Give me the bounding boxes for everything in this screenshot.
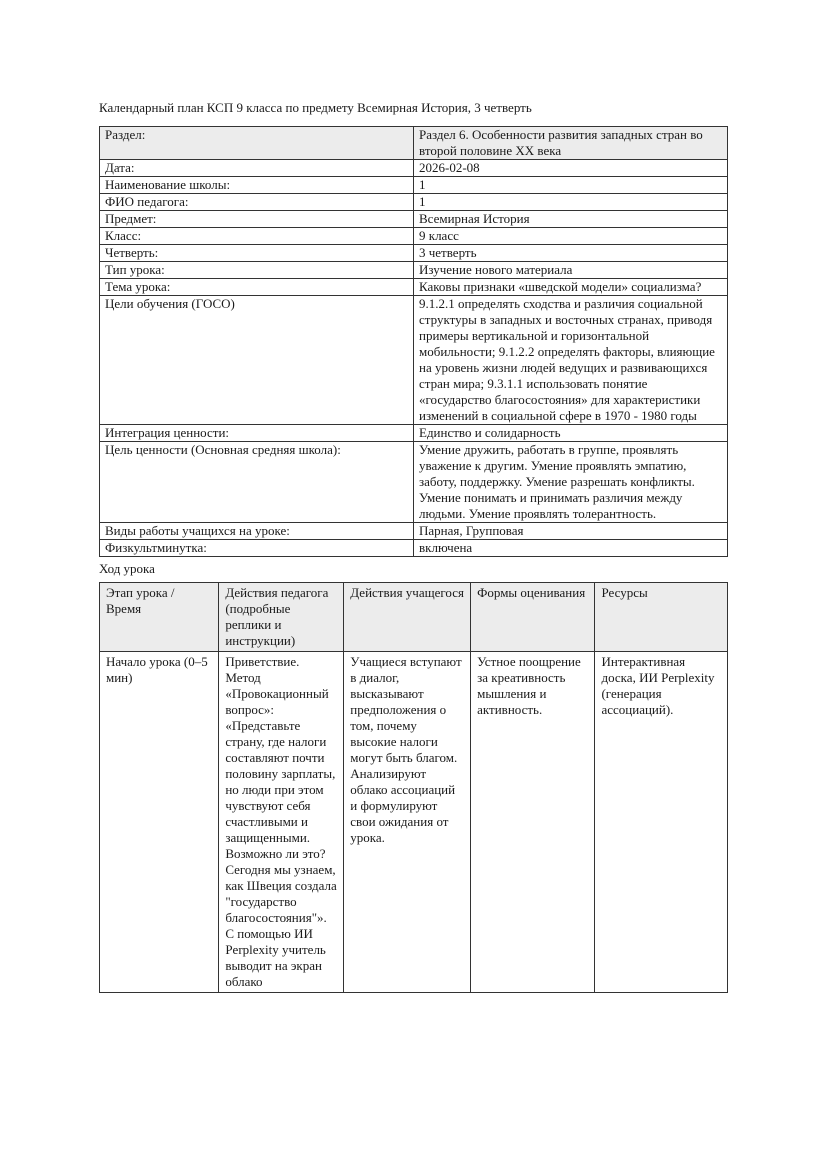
assessment-forms-cell (471, 652, 595, 993)
info-row-physical-minute (100, 540, 728, 557)
info-label: Физкультминутка: (100, 540, 414, 557)
stage-cell (100, 652, 219, 993)
info-label: Раздел: (100, 127, 414, 160)
lesson-stage-row (100, 652, 728, 993)
info-row-teacher-name (100, 194, 728, 211)
info-row-class (100, 228, 728, 245)
info-row-razdel (100, 127, 728, 160)
info-row-school (100, 177, 728, 194)
column-header-student-actions: Действия учащегося (344, 583, 471, 652)
column-header-resources: Ресурсы (595, 583, 728, 652)
info-label: Предмет: (100, 211, 414, 228)
student-actions-cell (344, 652, 471, 993)
lesson-course-table (99, 582, 728, 993)
resources-cell (595, 652, 728, 993)
column-header-assessment-forms: Формы оценивания (471, 583, 595, 652)
info-label: Класс: (100, 228, 414, 245)
info-value: включена (414, 540, 728, 557)
info-row-subject (100, 211, 728, 228)
teacher-actions-cell (219, 652, 344, 993)
student-actions-text: Учащиеся вступают в диалог, высказывают предположения о том, почему высокие налоги могут быть благом. Анализируют облако ассоциаций и формулируют свои ожидания от урока. (350, 654, 462, 845)
info-value: Парная, Групповая (414, 523, 728, 540)
info-label: Виды работы учащихся на уроке: (100, 523, 414, 540)
info-value: Изучение нового материала (414, 262, 728, 279)
column-header-teacher-actions: Действия педагога (подробные реплики и инструкции) (219, 583, 344, 652)
info-label: Наименование школы: (100, 177, 414, 194)
info-label: Дата: (100, 160, 414, 177)
document-title: Календарный план КСП 9 класса по предмету Всемирная История, 3 четверть (99, 100, 532, 115)
info-label: ФИО педагога: (100, 194, 414, 211)
info-label: Цель ценности (Основная средняя школа): (100, 442, 414, 523)
lesson-info-table (99, 126, 728, 557)
lesson-course-heading: Ход урока (99, 561, 155, 576)
info-label: Цели обучения (ГОСО) (100, 296, 414, 425)
info-value: 9 класс (414, 228, 728, 245)
column-header-stage: Этап урока / Время (100, 583, 219, 652)
info-row-lesson-topic (100, 279, 728, 296)
info-row-values-integration (100, 425, 728, 442)
info-value: 1 (414, 194, 728, 211)
info-row-work-types (100, 523, 728, 540)
info-label: Интеграция ценности: (100, 425, 414, 442)
info-value: 3 четверть (414, 245, 728, 262)
info-value: 2026-02-08 (414, 160, 728, 177)
info-row-values-goal (100, 442, 728, 523)
stage-text: Начало урока (0–5 мин) (106, 654, 208, 685)
info-row-lesson-type (100, 262, 728, 279)
lesson-table-header-row (100, 583, 728, 652)
info-value: 9.1.2.1 определять сходства и различия социальной структуры в западных и восточных странах, приводя примеры вертикальной и горизонтальной мобильности; 9.1.2.2 определять факторы, влияющие на уровень жизни людей ведущих и развивающихся стран мира; 9.3.1.1 использовать понятие «государство благосостояния» для характеристики изменений в социальной сфере в 1970 - 1980 годы (414, 296, 728, 425)
info-row-data (100, 160, 728, 177)
resources-text: Интерактивная доска, ИИ Perplexity (генерация ассоциаций). (601, 654, 715, 717)
info-label: Четверть: (100, 245, 414, 262)
info-value: Единство и солидарность (414, 425, 728, 442)
info-value: Каковы признаки «шведской модели» социализма? (414, 279, 728, 296)
info-row-learning-goals (100, 296, 728, 425)
info-label: Тема урока: (100, 279, 414, 296)
assessment-forms-text: Устное поощрение за креативность мышления и активность. (477, 654, 581, 717)
info-value: Раздел 6. Особенности развития западных стран во второй половине XX века (414, 127, 728, 160)
info-label: Тип урока: (100, 262, 414, 279)
info-value: Умение дружить, работать в группе, проявлять уважение к другим. Умение проявлять эмпатию, заботу, поддержку. Умение разрешать конфликты. Умение понимать и принимать различия между людьми. Умение проявлять толерантность. (414, 442, 728, 523)
info-value: Всемирная История (414, 211, 728, 228)
info-value: 1 (414, 177, 728, 194)
teacher-actions-text: Приветствие. Метод «Провокационный вопрос»: «Представьте страну, где налоги составляют почти половину зарплаты, но люди при этом чувствуют себя счастливыми и защищенными. Возможно ли это? Сегодня мы узнаем, как Швеция создала "государство благосостояния"». С помощью ИИ Perplexity учитель выводит на экран облако (225, 654, 337, 989)
info-row-quarter (100, 245, 728, 262)
